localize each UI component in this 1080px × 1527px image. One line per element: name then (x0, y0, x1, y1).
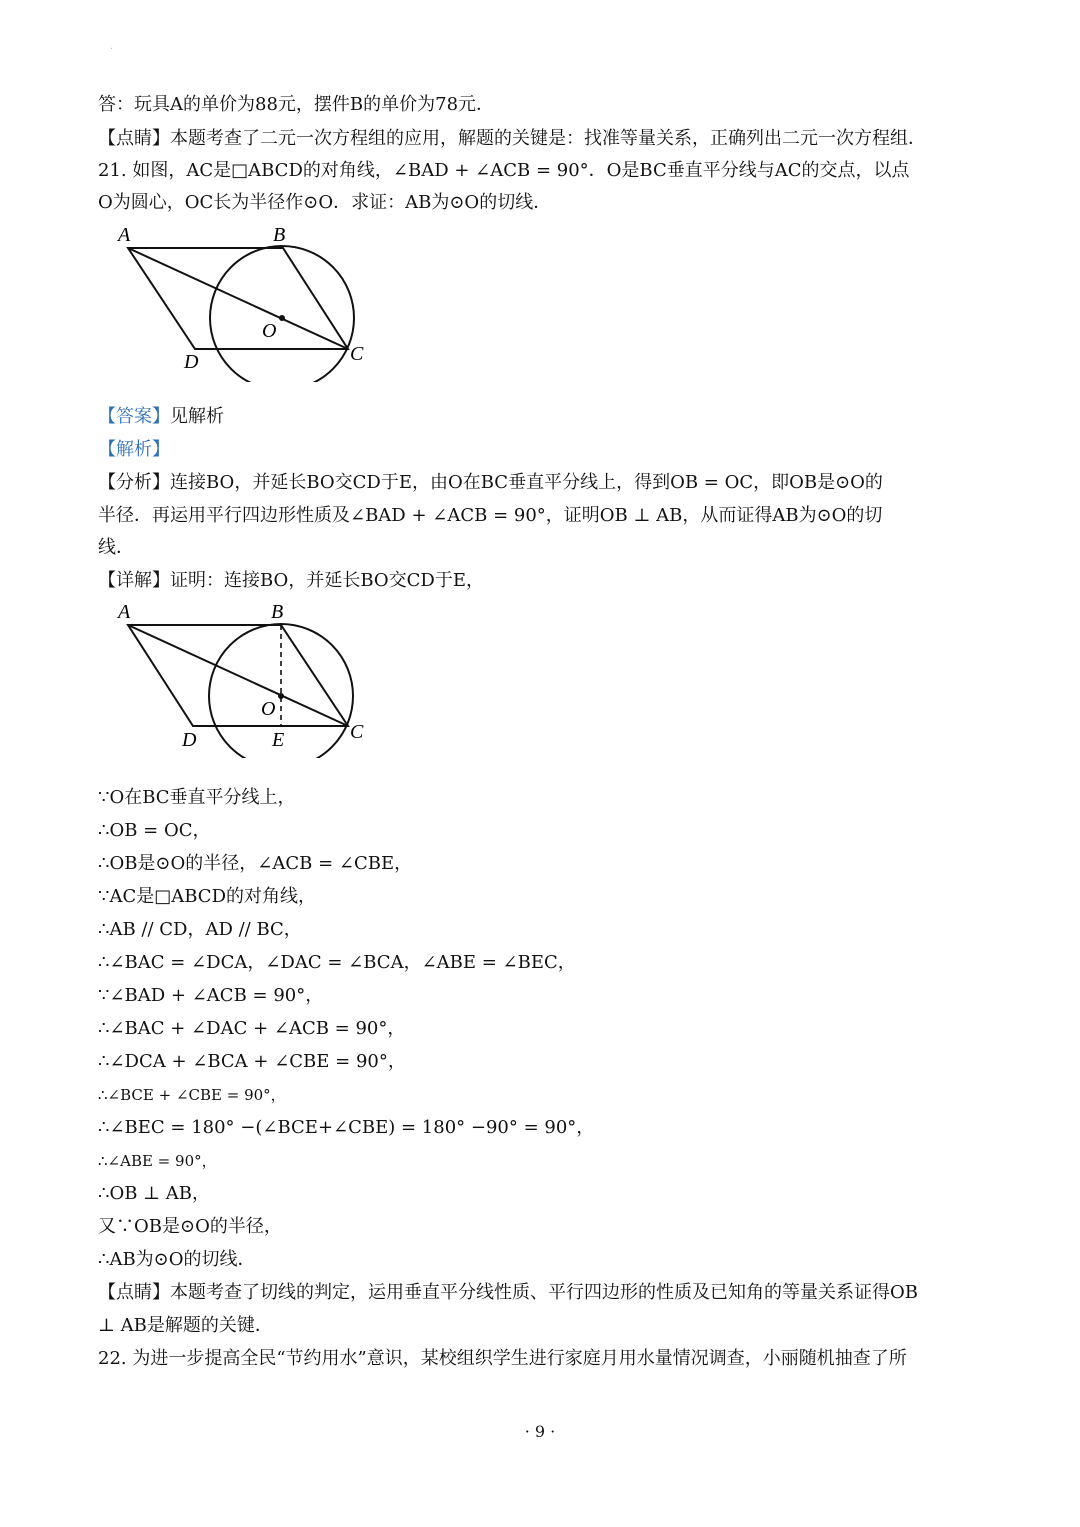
prev-dianjing: 【点睛】本题考查了二元一次方程组的应用，解题的关键是：找准等量关系，正确列出二元一次方程组． (98, 128, 926, 149)
proof-line: ∴AB // CD，AD // BC， (98, 919, 302, 940)
label-d-2: D (182, 729, 197, 751)
analysis-line-1: 【分析】连接BO，并延长BO交CD于E，由O在BC垂直平分线上，得到OB = OC，即OB是⊙O的 (98, 472, 883, 493)
answer-text: 见解析 (170, 406, 224, 427)
center-point-o (279, 315, 285, 321)
jiexi-tag: 【解析】 (98, 439, 170, 460)
q21-dianjing-line-2: ⊥ AB是解题的关键． (98, 1315, 273, 1336)
proof-line: ∵∠BAD + ∠ACB = 90°， (98, 985, 324, 1006)
label-d: D (184, 351, 199, 373)
label-a: A (118, 224, 131, 246)
analysis-line-2: 半径．再运用平行四边形性质及∠BAD + ∠ACB = 90°，证明OB ⊥ AB，从而证得AB为⊙O的切 (98, 505, 883, 526)
detail-head: 【详解】证明：连接BO，并延长BO交CD于E， (98, 570, 484, 591)
center-point-o-2 (278, 693, 284, 699)
proof-line: ∴OB是⊙O的半径，∠ACB = ∠CBE， (98, 853, 413, 874)
label-o-2: O (261, 698, 276, 720)
proof-line: 又∵OB是⊙O的半径， (98, 1216, 282, 1237)
corner-dot: · (110, 44, 114, 55)
circle-o (210, 246, 354, 382)
proof-line: ∴∠BAC + ∠DAC + ∠ACB = 90°， (98, 1018, 406, 1039)
prev-answer-line: 答：玩具A的单价为88元，摆件B的单价为78元． (98, 94, 495, 115)
page-number: · 9 · (524, 1422, 556, 1441)
proof-line: ∴∠BAC = ∠DCA，∠DAC = ∠BCA，∠ABE = ∠BEC， (98, 952, 576, 973)
proof-line: ∴∠ABE = 90°， (98, 1152, 217, 1170)
label-c: C (350, 343, 364, 365)
label-c-2: C (350, 721, 364, 743)
proof-line: ∴OB = OC， (98, 820, 211, 841)
analysis-line-3: 线． (98, 537, 134, 558)
answer-tag: 【答案】 (98, 406, 170, 427)
q22-stem-line-1: 22. 为进一步提高全民“节约用水”意识，某校组织学生进行家庭月用水量情况调查，小丽随机抽查了所 (98, 1348, 907, 1369)
proof-line: ∴OB ⊥ AB， (98, 1183, 211, 1204)
q21-figure-1 (110, 222, 380, 382)
proof-line: ∴∠BCE + ∠CBE = 90°， (98, 1086, 286, 1104)
label-a-2: A (118, 601, 131, 623)
q21-stem-line-2: O为圆心，OC长为半径作⊙O．求证：AB为⊙O的切线． (98, 192, 552, 213)
q21-dianjing-line-1: 【点睛】本题考查了切线的判定，运用垂直平分线性质、平行四边形的性质及已知角的等量关系证得OB (98, 1282, 918, 1303)
label-b: B (273, 224, 286, 246)
proof-line: ∴AB为⊙O的切线． (98, 1249, 256, 1270)
proof-line: ∴∠DCA + ∠BCA + ∠CBE = 90°， (98, 1051, 406, 1072)
proof-line: ∴∠BEC = 180° −(∠BCE+∠CBE) = 180° −90° = 90°， (98, 1117, 595, 1138)
label-e-2: E (272, 729, 285, 751)
q21-figure-2 (110, 598, 380, 758)
q21-answer (98, 402, 224, 432)
label-b-2: B (271, 601, 284, 623)
q21-stem-line-1: 21. 如图，AC是□ABCD的对角线，∠BAD + ∠ACB = 90°．O是BC垂直平分线与AC的交点，以点 (98, 160, 910, 181)
proof-line: ∵AC是□ABCD的对角线， (98, 886, 316, 907)
proof-line: ∵O在BC垂直平分线上， (98, 787, 296, 808)
label-o: O (262, 320, 277, 342)
